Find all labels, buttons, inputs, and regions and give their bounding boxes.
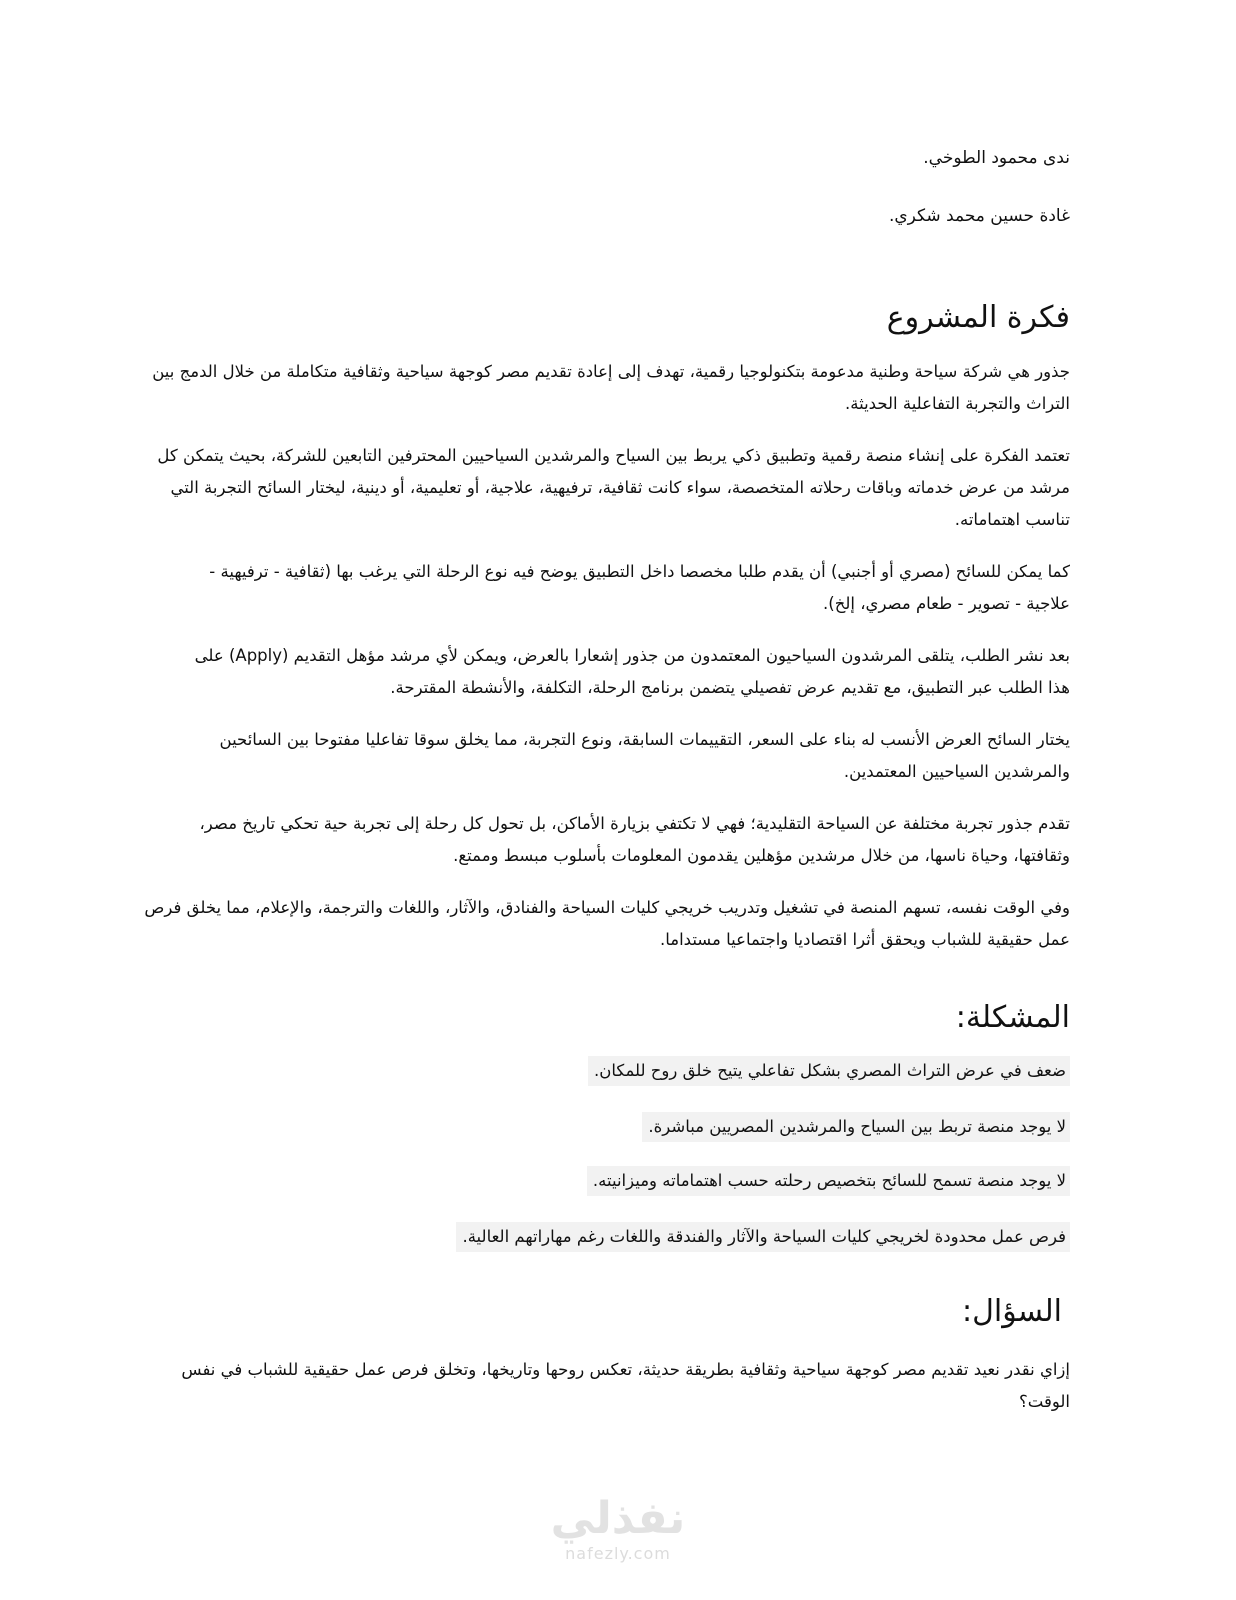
idea-paragraph: تعتمد الفكرة على إنشاء منصة رقمية وتطبيق ذكي يربط بين السياح والمرشدين السياحيين المحترفين التابعين للشركة، بحيث يتمكن كل مرشد من عرض خدماته وباقات رحلاته المتخصصة، سواء كانت ثقافية، ترفيهية، علاجية، أو تعليمية، أو دينية، ليختار السائح التجربة التي تناسب اهتماماته. [157, 446, 1070, 529]
problem-item: لا يوجد منصة تربط بين السياح والمرشدين المصريين مباشرة. [642, 1112, 1070, 1142]
idea-paragraph: وفي الوقت نفسه، تسهم المنصة في تشغيل وتدريب خريجي كليات السياحة والفنادق، والآثار، واللغات والترجمة، والإعلام، مما يخلق فرص عمل حقيقية للشباب ويحقق أثرا اقتصاديا واجتماعيا مستداما. [144, 898, 1070, 949]
section-heading-idea: فكرة المشروع [886, 300, 1070, 335]
watermark-arabic-text: نفذلي [550, 1493, 686, 1544]
idea-paragraph: كما يمكن للسائح (مصري أو أجنبي) أن يقدم طلبا مخصصا داخل التطبيق يوضح فيه نوع الرحلة التي يرغب بها (ثقافية - ترفيهية - علاجية - تصوير - طعام مصري، إلخ). [209, 562, 1070, 613]
watermark-logo [518, 1494, 718, 1564]
problem-item: ضعف في عرض التراث المصري بشكل تفاعلي يتيح خلق روح للمكان. [588, 1056, 1070, 1086]
watermark-latin-text: nafezly.com [565, 1544, 671, 1563]
section-heading-problem: المشكلة: [955, 1000, 1070, 1035]
idea-paragraph: بعد نشر الطلب، يتلقى المرشدون السياحيون المعتمدون من جذور إشعارا بالعرض، ويمكن لأي مرشد مؤهل التقديم (Apply) على هذا الطلب عبر التطبيق، مع تقديم عرض تفصيلي يتضمن برنامج الرحلة، التكلفة، والأنشطة المقترحة. [194, 646, 1070, 697]
author-name: ندى محمود الطوخي. [923, 148, 1070, 168]
question-text: إزاي نقدر نعيد تقديم مصر كوجهة سياحية وثقافية بطريقة حديثة، تعكس روحها وتاريخها، وتخلق فرص عمل حقيقية للشباب في نفس الوقت؟ [181, 1360, 1070, 1411]
problem-item: لا يوجد منصة تسمح للسائح بتخصيص رحلته حسب اهتماماته وميزانيته. [587, 1166, 1070, 1196]
idea-paragraph: يختار السائح العرض الأنسب له بناء على السعر، التقييمات السابقة، ونوع التجربة، مما يخلق سوقا تفاعليا مفتوحا بين السائحين والمرشدين السياحيين المعتمدين. [219, 730, 1070, 781]
author-name: غادة حسين محمد شكري. [888, 206, 1070, 226]
problem-item: فرص عمل محدودة لخريجي كليات السياحة والآثار والفندقة واللغات رغم مهاراتهم العالية. [456, 1222, 1070, 1252]
idea-paragraph: تقدم جذور تجربة مختلفة عن السياحة التقليدية؛ فهي لا تكتفي بزيارة الأماكن، بل تحول كل رحلة إلى تجربة حية تحكي تاريخ مصر، وثقافتها، وحياة ناسها، من خلال مرشدين مؤهلين يقدمون المعلومات بأسلوب مبسط وممتع. [199, 814, 1070, 865]
idea-paragraph: جذور هي شركة سياحة وطنية مدعومة بتكنولوجيا رقمية، تهدف إلى إعادة تقديم مصر كوجهة سياحية وثقافية متكاملة من خلال الدمج بين التراث والتجربة التفاعلية الحديثة. [152, 362, 1070, 413]
section-heading-question: السؤال: [962, 1294, 1062, 1329]
